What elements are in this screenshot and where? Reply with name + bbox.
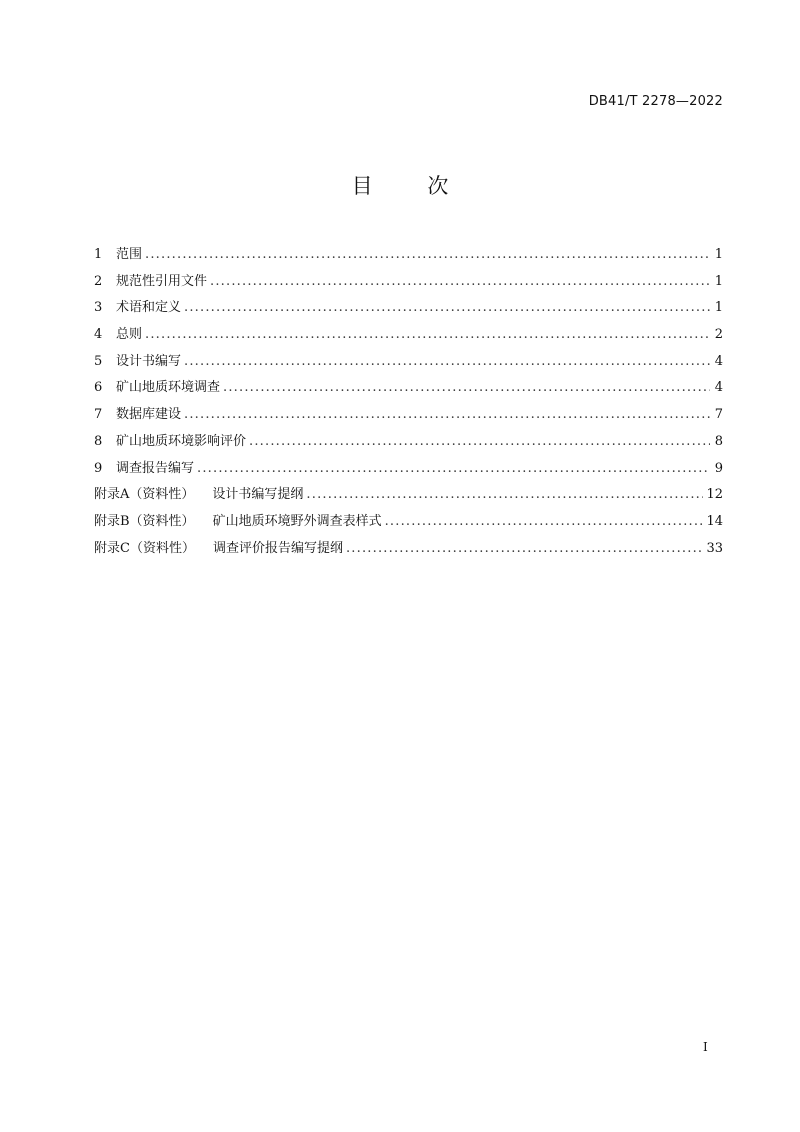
toc-page-number: 9 xyxy=(714,460,723,476)
toc-entry-1[interactable] xyxy=(94,243,723,270)
toc-page-number: 1 xyxy=(714,247,723,262)
toc-leader-dots xyxy=(223,380,710,395)
toc-appendix-label xyxy=(94,537,343,556)
toc-appendix-a[interactable] xyxy=(94,483,723,510)
toc-number: 2 xyxy=(94,273,103,289)
toc-entry-5[interactable] xyxy=(94,350,723,377)
toc-label: 调查报告编写 xyxy=(116,460,195,476)
toc-label: 数据库建设 xyxy=(116,407,182,423)
toc-label: 范围 xyxy=(116,247,143,262)
toc-leader-dots xyxy=(249,434,710,449)
toc-leader-dots xyxy=(145,247,710,262)
toc-number: 6 xyxy=(94,380,103,396)
toc-entry-7[interactable] xyxy=(94,403,723,430)
appendix-prefix: 附录B（资料性） xyxy=(94,513,195,529)
toc-label: 矿山地质环境影响评价 xyxy=(116,433,247,449)
title-char-2: 次 xyxy=(427,174,449,198)
toc-page-number: 1 xyxy=(714,300,723,316)
toc-leader-dots xyxy=(184,354,710,369)
appendix-prefix: 附录A（资料性） xyxy=(94,487,195,503)
toc-page-number: 8 xyxy=(714,433,723,449)
toc-leader-dots xyxy=(197,461,710,476)
toc-label: 规范性引用文件 xyxy=(116,273,208,289)
table-of-contents xyxy=(94,243,723,563)
toc-page-number: 1 xyxy=(714,273,723,289)
toc-page-number: 14 xyxy=(706,513,723,529)
toc-leader-dots xyxy=(184,300,710,315)
toc-page-number: 2 xyxy=(714,327,723,343)
toc-label: 术语和定义 xyxy=(116,300,182,316)
toc-number: 7 xyxy=(94,407,103,423)
toc-appendix-label xyxy=(94,483,303,502)
toc-leader-dots xyxy=(385,514,704,529)
toc-page-number: 7 xyxy=(714,407,723,423)
toc-leader-dots xyxy=(346,541,703,556)
toc-number: 1 xyxy=(94,247,103,262)
toc-page-number: 4 xyxy=(714,380,723,396)
toc-leader-dots xyxy=(306,487,703,502)
toc-entry-4[interactable] xyxy=(94,323,723,350)
toc-page-number: 12 xyxy=(706,487,723,503)
toc-leader-dots xyxy=(145,327,710,342)
toc-appendix-c[interactable] xyxy=(94,537,723,564)
toc-appendix-label xyxy=(94,510,382,529)
toc-number: 5 xyxy=(94,353,103,369)
toc-label: 矿山地质环境调查 xyxy=(116,380,221,396)
toc-entry-8[interactable] xyxy=(94,430,723,457)
toc-leader-dots xyxy=(210,274,710,289)
page-title xyxy=(0,170,800,200)
toc-entry-2[interactable] xyxy=(94,270,723,297)
toc-number: 8 xyxy=(94,433,103,449)
toc-number: 4 xyxy=(94,327,103,343)
appendix-title: 矿山地质环境野外调查表样式 xyxy=(212,513,382,529)
document-code: DB41/T 2278—2022 xyxy=(588,94,723,109)
appendix-title: 调查评价报告编写提纲 xyxy=(212,540,343,556)
toc-entry-9[interactable] xyxy=(94,457,723,484)
appendix-prefix: 附录C（资料性） xyxy=(94,540,195,556)
toc-appendix-b[interactable] xyxy=(94,510,723,537)
toc-page-number: 4 xyxy=(714,353,723,369)
appendix-title: 设计书编写提纲 xyxy=(212,487,304,503)
toc-page-number: 33 xyxy=(706,540,723,556)
toc-number: 3 xyxy=(94,300,103,316)
title-char-1: 目 xyxy=(351,174,373,198)
page-number-roman: I xyxy=(703,1040,708,1054)
toc-label: 设计书编写 xyxy=(116,353,182,369)
toc-entry-6[interactable] xyxy=(94,376,723,403)
toc-label: 总则 xyxy=(116,327,143,343)
toc-leader-dots xyxy=(184,407,710,422)
toc-entry-3[interactable] xyxy=(94,296,723,323)
toc-number: 9 xyxy=(94,460,103,476)
